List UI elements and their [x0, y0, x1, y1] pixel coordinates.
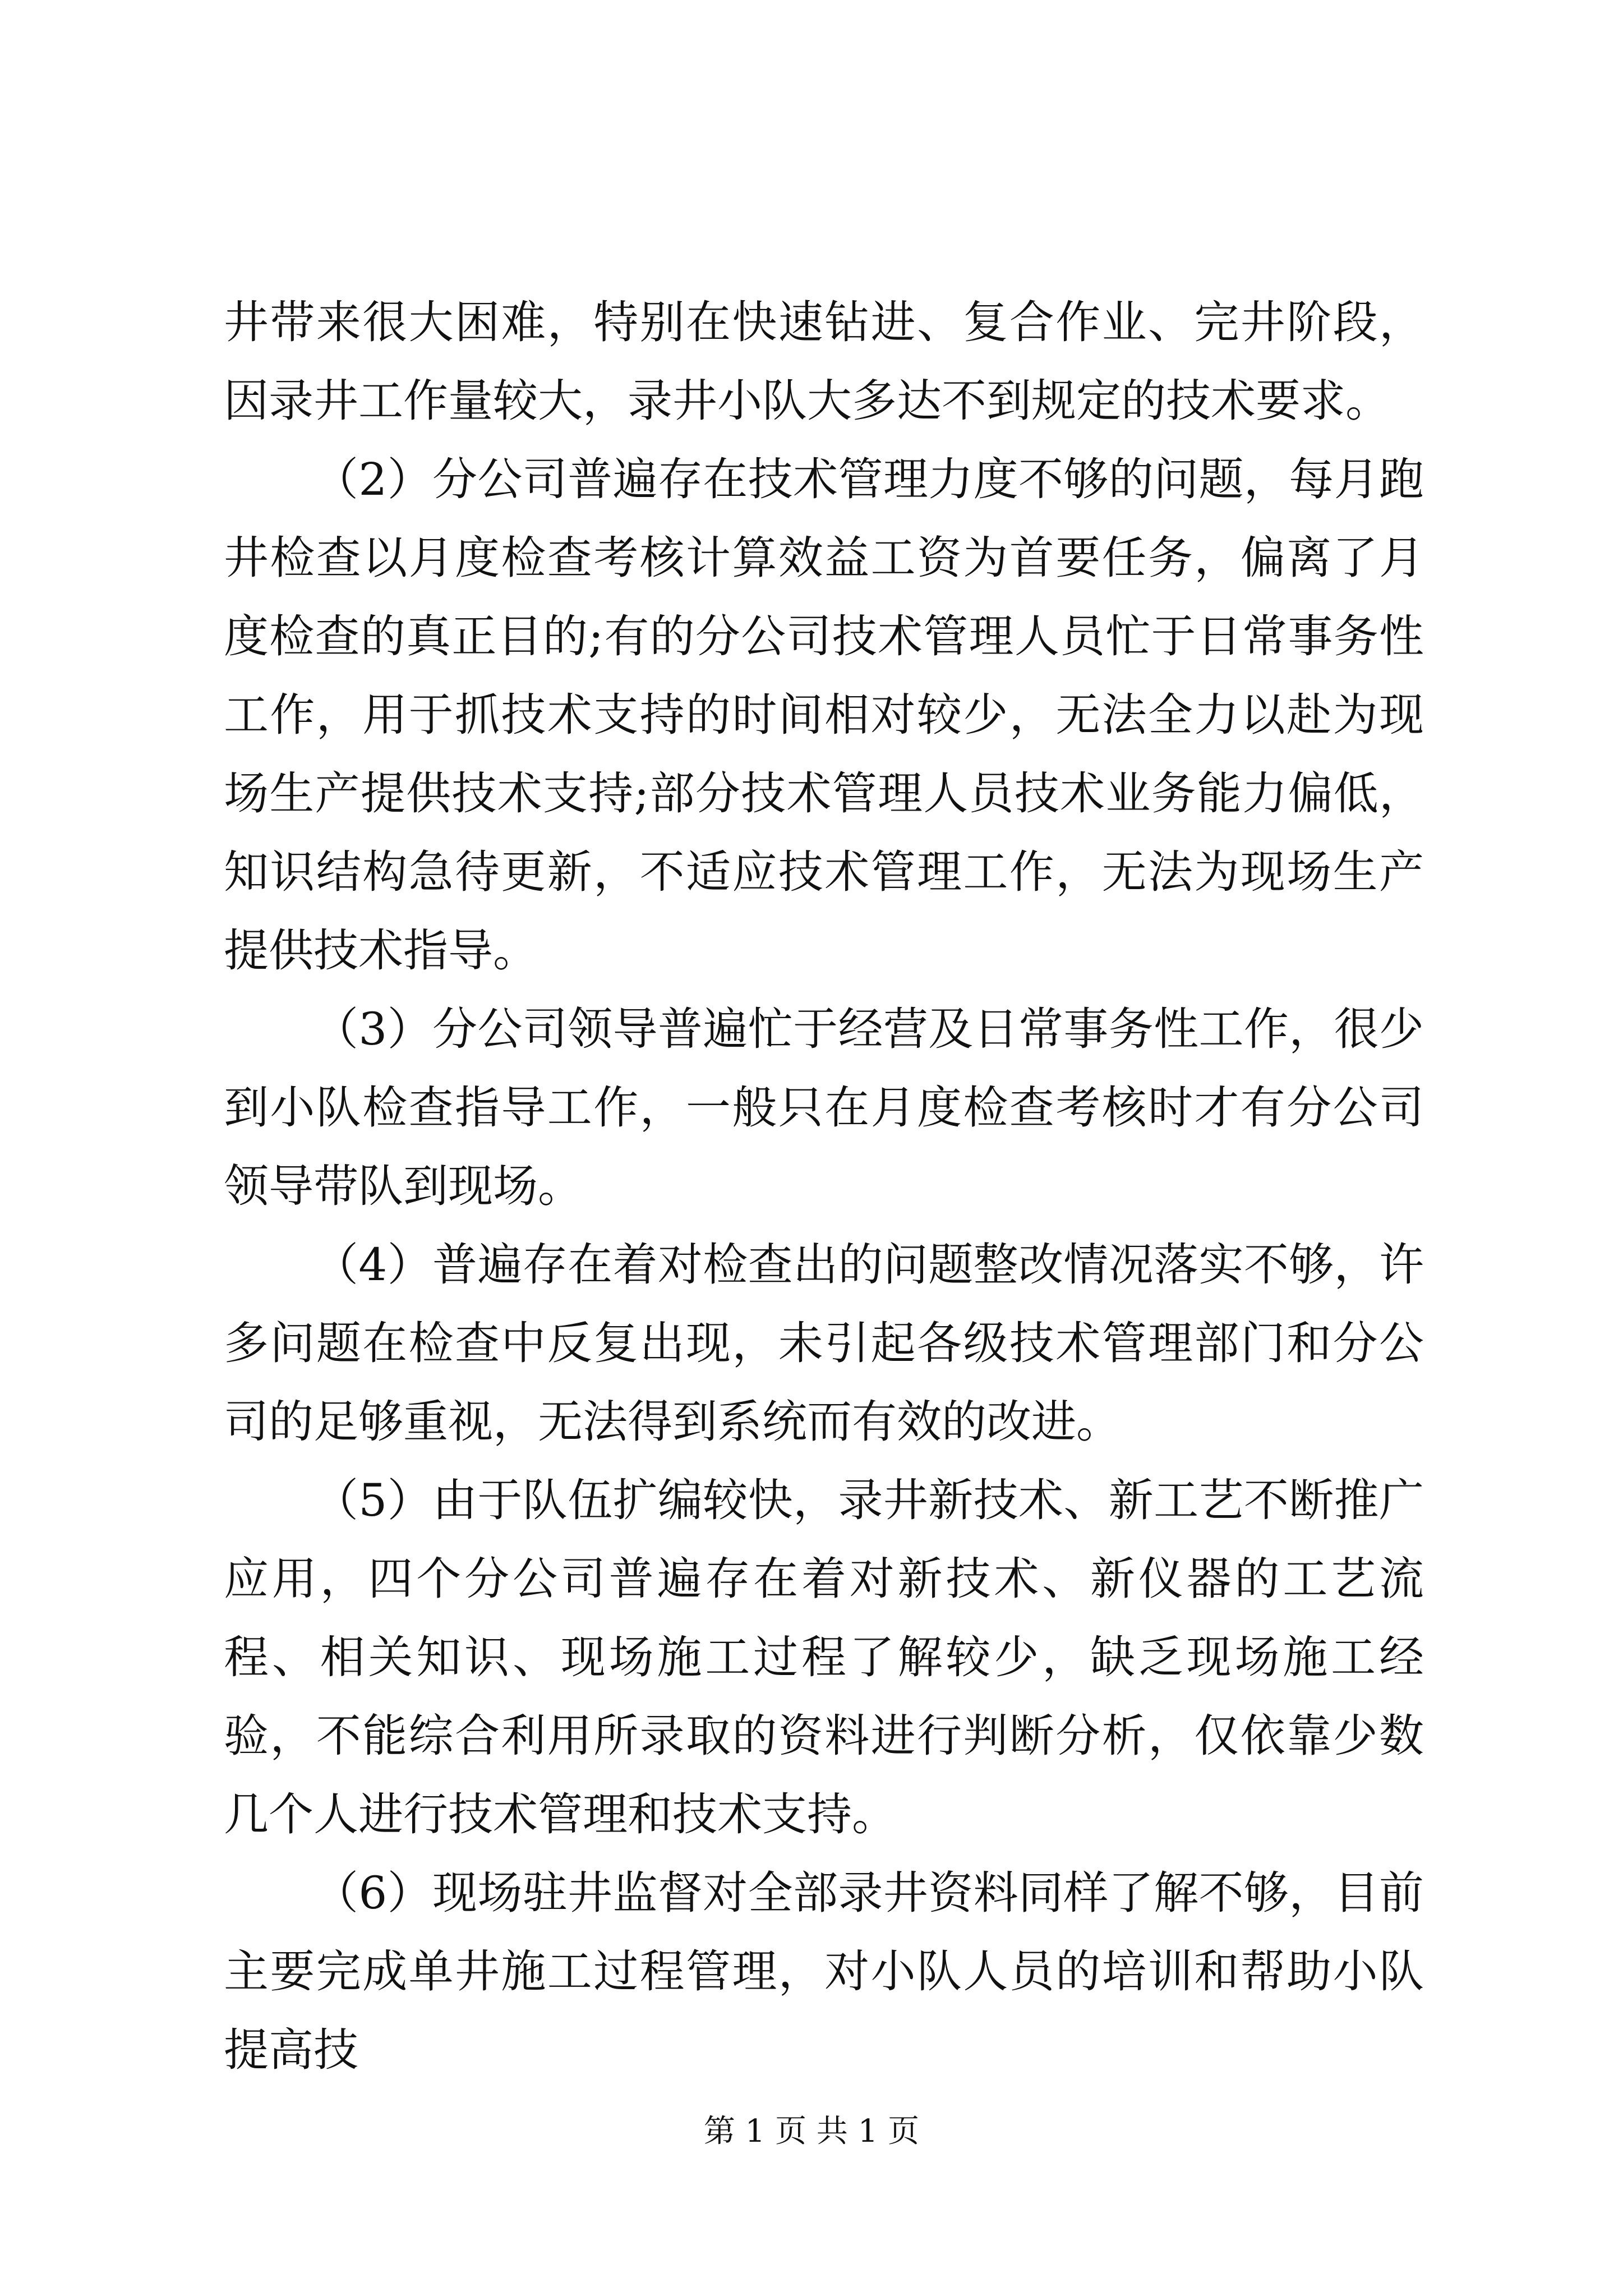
paragraph-item-3: （3）分公司领导普遍忙于经营及日常事务性工作，很少到小队检查指导工作，一般只在月度检查考核时才有分公司领导带队到现场。: [224, 1003, 1424, 1212]
paragraph-item-5: （5）由于队伍扩编较快，录井新技术、新工艺不断推广应用，四个分公司普遍存在着对新技术、新仪器的工艺流程、相关知识、现场施工过程了解较少，缺乏现场施工经验，不能综合利用所录取的资料进行判断分析，仅依靠少数几个人进行技术管理和技术支持。: [224, 1474, 1424, 1841]
paragraph-continuation: 井带来很大困难，特别在快速钻进、复合作业、完井阶段，因录井工作量较大，录井小队大多达不到规定的技术要求。: [224, 296, 1424, 427]
paragraph-item-6: （6）现场驻井监督对全部录井资料同样了解不够，目前主要完成单井施工过程管理，对小队人员的培训和帮助小队提高技: [224, 1867, 1424, 2076]
paragraph-item-4: （4）普遍存在着对检查出的问题整改情况落实不够，许多问题在检查中反复出现，未引起各级技术管理部门和分公司的足够重视，无法得到系统而有效的改进。: [224, 1239, 1424, 1448]
page-number-footer: 第 1 页 共 1 页: [703, 2113, 920, 2150]
paragraph-item-2: （2）分公司普遍存在技术管理力度不够的问题，每月跑井检查以月度检查考核计算效益工资为首要任务，偏离了月度检查的真正目的;有的分公司技术管理人员忙于日常事务性工作，用于抓技术支持的时间相对较少，无法全力以赴为现场生产提供技术支持;部分技术管理人员技术业务能力偏低，知识结构急待更新，不适应技术管理工作，无法为现场生产提供技术指导。: [224, 453, 1424, 977]
document-body: [224, 283, 1424, 2090]
